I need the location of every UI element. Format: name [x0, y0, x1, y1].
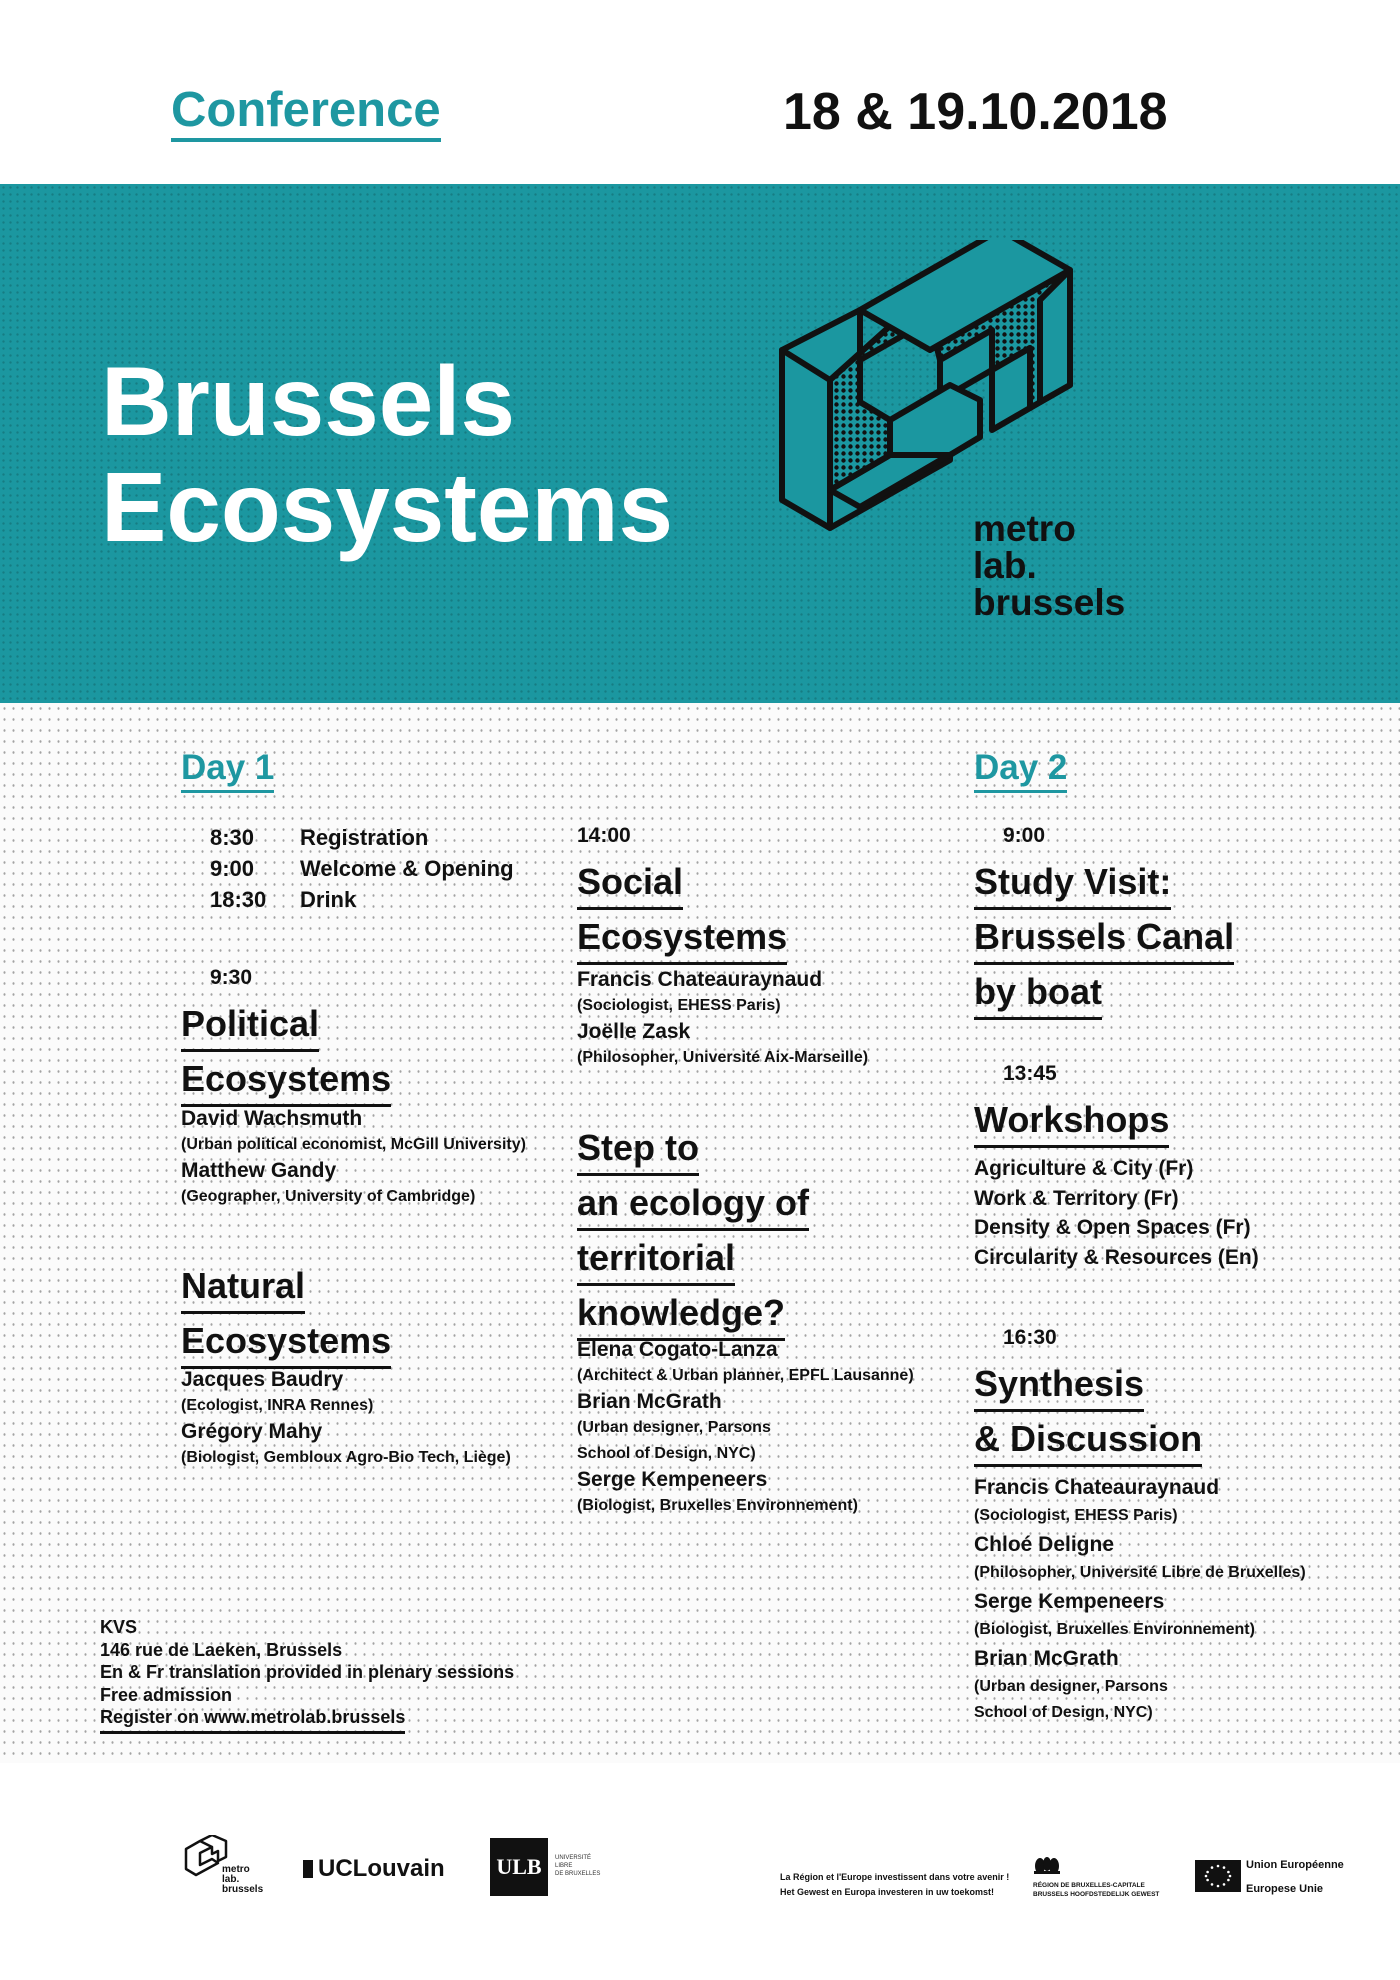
footer-metrolab-text: metro lab. brussels [222, 1864, 264, 1895]
day2-label: Day 2 [974, 748, 1067, 793]
hero-title-line1: Brussels [101, 346, 516, 456]
step-speakers: Elena Cogato-Lanza (Architect & Urban planner, EPFL Lausanne) Brian McGrath (Urban designer, Parsons School of Design, NYC) Serge Kempeneers (Biologist, Bruxelles Environnement) [577, 1338, 914, 1514]
list-item: Work & Territory (Fr) [974, 1186, 1179, 1210]
visit-time: 9:00 [1003, 824, 1046, 847]
eu-text: Union Européenne Europese Unie [1246, 1859, 1344, 1895]
social-heading: Social Ecosystems [577, 860, 787, 970]
uclouvain-logo-icon [303, 1860, 313, 1878]
hero-title-line2: Ecosystems [101, 452, 674, 562]
day1-schedule [210, 822, 514, 915]
event-date: 18 & 19.10.2018 [783, 83, 1168, 141]
schedule-row: 18:30 Drink [210, 886, 357, 912]
logo-text-line3: brussels [973, 582, 1126, 623]
workshops-list [974, 1154, 1259, 1272]
venue-info [100, 1616, 514, 1734]
hero-title [101, 348, 673, 560]
logo-text-line1: metro [973, 508, 1076, 549]
synthesis-heading: Synthesis & Discussion [974, 1362, 1202, 1472]
political-heading: Political Ecosystems [181, 1002, 391, 1112]
uclouvain-logo: UCLouvain [318, 1855, 445, 1882]
social-time: 14:00 [577, 824, 631, 847]
social-speakers: Francis Chateauraynaud (Sociologist, EHESS Paris) Joëlle Zask (Philosopher, Université Aix-Marseille) [577, 968, 869, 1066]
venue-address: 146 rue de Laeken, Brussels [100, 1639, 343, 1660]
day1-label: Day 1 [181, 748, 274, 793]
visit-heading: Study Visit: Brussels Canal by boat [974, 860, 1234, 1025]
eu-flag-icon [1195, 1860, 1241, 1892]
list-item: Circularity & Resources (En) [974, 1245, 1259, 1269]
step-heading: Step to an ecology of territorial knowledge? [577, 1126, 809, 1346]
ulb-logo: ULB [490, 1838, 548, 1896]
schedule-row: 9:00 Welcome & Opening [210, 855, 514, 881]
venue-name: KVS [100, 1617, 138, 1637]
venue-translation: En & Fr translation provided in plenary sessions [100, 1662, 515, 1682]
register-link[interactable]: Register on www.metrolab.brussels [100, 1706, 405, 1734]
workshops-time: 13:45 [1003, 1062, 1057, 1085]
brussels-region-text: RÉGION DE BRUXELLES-CAPITALE BRUSSELS HOOFDSTEDELIJK GEWEST [1033, 1882, 1160, 1898]
workshops-heading: Workshops [974, 1098, 1169, 1153]
natural-speakers: Jacques Baudry (Ecologist, INRA Rennes) Grégory Mahy (Biologist, Gembloux Agro-Bio Tech, Liège) [181, 1368, 511, 1466]
natural-heading: Natural Ecosystems [181, 1264, 391, 1374]
iris-icon [1030, 1856, 1064, 1876]
synthesis-speakers: Francis Chateauraynaud (Sociologist, EHESS Paris) Chloé Deligne (Philosopher, Université Libre de Bruxelles) Serge Kempeneers (Biologist, Bruxelles Environnement) Brian McGrath (Urban designer, Parsons School of Design, NYC) [974, 1476, 1306, 1721]
schedule-row: 8:30 Registration [210, 824, 429, 850]
synthesis-time: 16:30 [1003, 1326, 1057, 1349]
list-item: Density & Open Spaces (Fr) [974, 1216, 1251, 1239]
venue-admission: Free admission [100, 1684, 233, 1705]
ulb-logo-subtext: UNIVERSITÉ LIBRE DE BRUXELLES [555, 1855, 601, 1877]
region-tagline: La Région et l'Europe investissent dans votre avenir ! Het Gewest en Europa investeren in uw toekomst! [780, 1872, 1010, 1897]
conference-label: Conference [171, 84, 441, 142]
political-speakers: David Wachsmuth (Urban political economist, McGill University) Matthew Gandy (Geographer, University of Cambridge) [181, 1107, 526, 1205]
political-time: 9:30 [210, 966, 253, 989]
list-item: Agriculture & City (Fr) [974, 1157, 1194, 1180]
metrolab-logo-text [973, 510, 1125, 621]
logo-text-line2: lab. [973, 545, 1037, 586]
